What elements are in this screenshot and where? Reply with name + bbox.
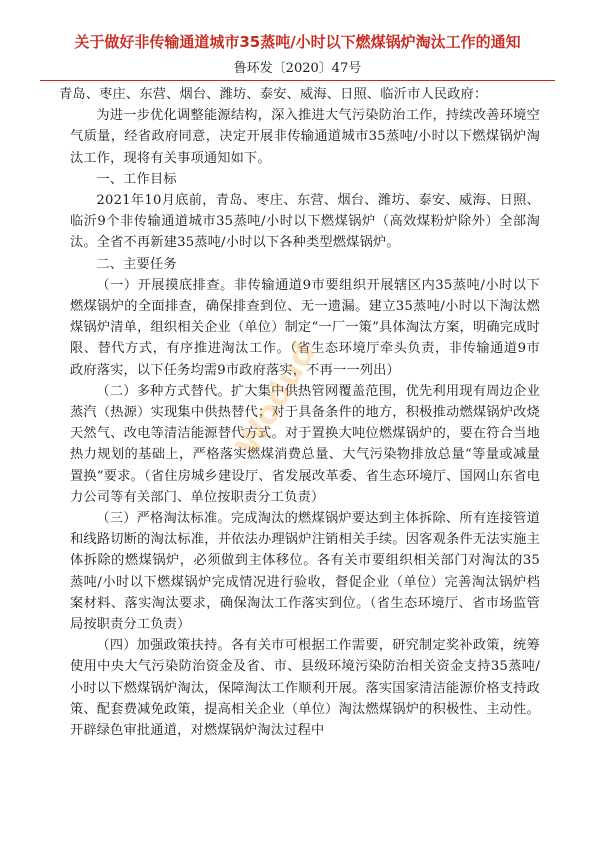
paragraph-task-1: （一）开展摸底排查。非传输通道9市要组织开展辖区内35蒸吨/小时以下燃煤锅炉的全面排查，确保排查到位、无一遗漏。建立35蒸吨/小时以下淘汰燃煤锅炉清单，组织相关企业（单位）制定“一厂一策”具体淘汰方案，明确完成时限、替代方式，有序推进淘汰工作。（省生态环境厅牵头负责，非传输通道9市政府落实，以下任务均需9市政府落实，不再一一列出） — [70, 277, 540, 378]
paragraph-task-3: （三）严格淘汰标准。完成淘汰的燃煤锅炉要达到主体拆除、所有连接管道和线路切断的淘汰标准，并依法办理锅炉注销相关手续。因客观条件无法实施主体拆除的燃煤锅炉，必须做到主体移位。各有关市要组织相关部门对淘汰的35蒸吨/小时以下燃煤锅炉完成情况进行验收，督促企业（单位）完善淘汰锅炉档案材料、落实淘汰要求，确保淘汰工作落实到位。（省生态环境厅、省市场监管局按职责分工负责） — [70, 511, 540, 633]
document-number: 鲁环发〔2020〕47号 — [233, 61, 362, 76]
paragraph-task-4: （四）加强政策扶持。各有关市可根据工作需要，研究制定奖补政策，统筹使用中央大气污染防治资金及省、市、县级环境污染防治相关资金支持35蒸吨/小时以下燃煤锅炉淘汰，保障淘汰工作顺利开展。落实国家清洁能源价格支持政策、配套费减免政策，提高相关企业（单位）淘汰燃煤锅炉的积极性、主动性。开辟绿色审批通道，对燃煤锅炉淘汰过程中 — [70, 638, 540, 739]
heading-tasks: 二、主要任务 — [96, 256, 177, 272]
watermark-text: Wodud — [227, 335, 324, 463]
document-title: 关于做好非传输通道城市35蒸吨/小时以下燃煤锅炉淘汰工作的通知 — [74, 33, 521, 51]
heading-goals: 一、工作目标 — [96, 171, 177, 187]
paragraph-task-2: （二）多种方式替代。扩大集中供热管网覆盖范围，优先利用现有周边企业蒸汽（热源）实现集中供热替代；对于具备条件的地方，积极推动燃煤锅炉改烧天然气、改电等清洁能源替代方式。对于置换大吨位燃煤锅炉的，要在符合当地热力规划的基础上，严格落实燃煤消费总量、大气污染物排放总量“等量或减量置换”要求。（省住房城乡建设厅、省发展改革委、省生态环境厅、国网山东省电力公司等有关部门、单位按职责分工负责） — [70, 383, 540, 505]
paragraph-goals: 2021年10月底前，青岛、枣庄、东营、烟台、潍坊、泰安、威海、日照、临沂9个非传输通道城市35蒸吨/小时以下燃煤锅炉（高效煤粉炉除外）全部淘汰。全省不再新建35蒸吨/小时以下各种类型燃煤锅炉。 — [70, 193, 540, 251]
title-divider — [40, 80, 555, 81]
document-body — [59, 84, 540, 741]
paragraph-intro: 为进一步优化调整能源结构，深入推进大气污染防治工作，持续改善环境空气质量，经省政府同意，决定开展非传输通道城市35蒸吨/小时以下燃煤锅炉淘汰工作，现将有关事项通知如下。 — [70, 108, 540, 166]
salutation: 青岛、枣庄、东营、烟台、潍坊、泰安、威海、日照、临沂市人民政府： — [59, 87, 488, 102]
